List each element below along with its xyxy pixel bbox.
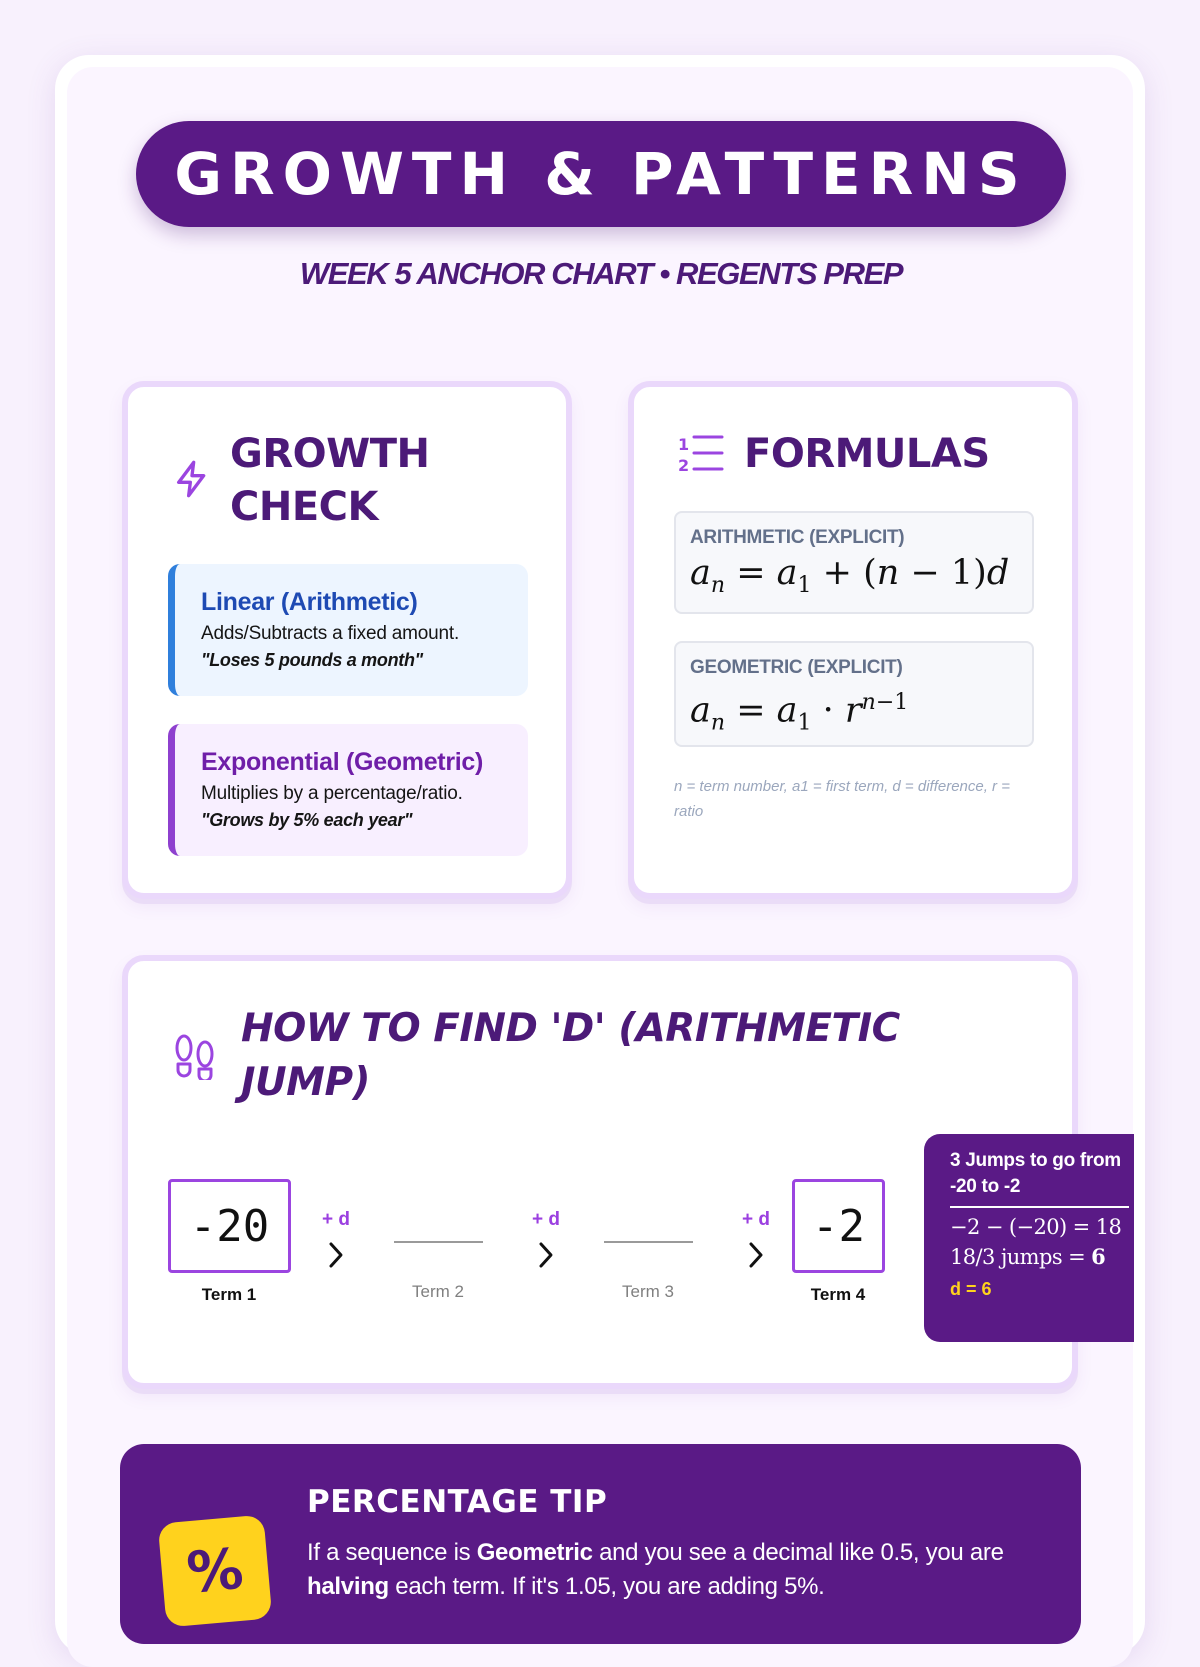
exponential-concept-box [168, 724, 528, 856]
term-3-blank [604, 1241, 693, 1243]
geometric-formula-label: GEOMETRIC (EXPLICIT) [690, 657, 903, 678]
arithmetic-formula: $a_n = a_1 + (n - 1)d$ [690, 553, 1010, 598]
jump-calculation-note [924, 1134, 1134, 1342]
formula-key: n = term number, a1 = first term, d = difference, r = ratio [674, 778, 1010, 820]
jump-2-label: + d [532, 1209, 560, 1230]
term-3-label: Term 3 [622, 1282, 674, 1301]
note-division-line [950, 1242, 1134, 1272]
lightning-bolt-icon [172, 459, 212, 499]
linear-example: "Loses 5 pounds a month" [201, 650, 423, 670]
percentage-tip-panel [120, 1444, 1081, 1644]
tip-text-part-2: and you see a decimal like 0.5, you are [592, 1539, 1004, 1566]
term-1-label: Term 1 [201, 1285, 257, 1304]
term-2-blank [394, 1241, 483, 1243]
arithmetic-formula-box [674, 511, 1034, 614]
tip-text-part-1: If a sequence is [307, 1539, 477, 1566]
chevron-right-icon [746, 1241, 766, 1269]
tip-text-bold-1: Geometric [476, 1539, 593, 1566]
linear-title: Linear (Arithmetic) [201, 588, 418, 616]
svg-text:2: 2 [678, 456, 690, 475]
percent-icon: % [158, 1515, 273, 1628]
term-1-box: -20 [168, 1179, 291, 1273]
jump-3 [731, 1209, 781, 1274]
svg-text:1: 1 [678, 435, 690, 454]
jump-1-label: + d [322, 1209, 350, 1230]
footsteps-icon [172, 1034, 218, 1080]
find-d-heading: HOW TO FIND 'D' (ARITHMETIC JUMP) [241, 1006, 900, 1105]
tip-text-part-3: each term. If it's 1.05, you are adding 5%. [388, 1573, 825, 1600]
linear-concept-box [168, 564, 528, 696]
tip-title: PERCENTAGE TIP [307, 1484, 608, 1520]
note-division-value: 6 [1091, 1244, 1106, 1269]
exponential-title: Exponential (Geometric) [201, 748, 484, 776]
tip-text-bold-2: halving [307, 1573, 389, 1600]
term-4-box: -2 [792, 1179, 885, 1273]
formulas-heading: FORMULAS [744, 431, 990, 477]
page-title: GROWTH & PATTERNS [174, 140, 1028, 208]
growth-check-card [122, 381, 572, 899]
numbered-list-icon [678, 433, 724, 475]
page-subtitle: WEEK 5 ANCHOR CHART • REGENTS PREP [299, 256, 903, 291]
title-banner [136, 121, 1066, 227]
note-title: 3 Jumps to go from -20 to -2 [950, 1148, 1129, 1208]
jump-2 [521, 1209, 571, 1274]
tip-text [307, 1536, 1067, 1604]
note-result: d = 6 [950, 1279, 992, 1299]
exponential-description: Multiplies by a percentage/ratio. [201, 783, 463, 804]
geometric-formula: $a_n = a_1 \cdot r^{n-1}$ [690, 690, 909, 736]
jump-3-label: + d [742, 1209, 770, 1230]
note-difference-line: −2 − (−20) = 18 [950, 1215, 1122, 1239]
linear-description: Adds/Subtracts a fixed amount. [201, 623, 460, 644]
term-4-label: Term 4 [810, 1285, 866, 1304]
arithmetic-formula-label: ARITHMETIC (EXPLICIT) [690, 527, 905, 548]
geometric-formula-box [674, 641, 1034, 747]
formulas-card [628, 381, 1078, 899]
term-2-label: Term 2 [412, 1282, 464, 1301]
note-division-text: 18/3 jumps = [950, 1245, 1092, 1269]
chevron-right-icon [326, 1241, 346, 1269]
chevron-right-icon [536, 1241, 556, 1269]
growth-check-heading: GROWTH CHECK [230, 431, 430, 530]
exponential-example: "Grows by 5% each year" [201, 810, 413, 830]
jump-1 [311, 1209, 361, 1274]
